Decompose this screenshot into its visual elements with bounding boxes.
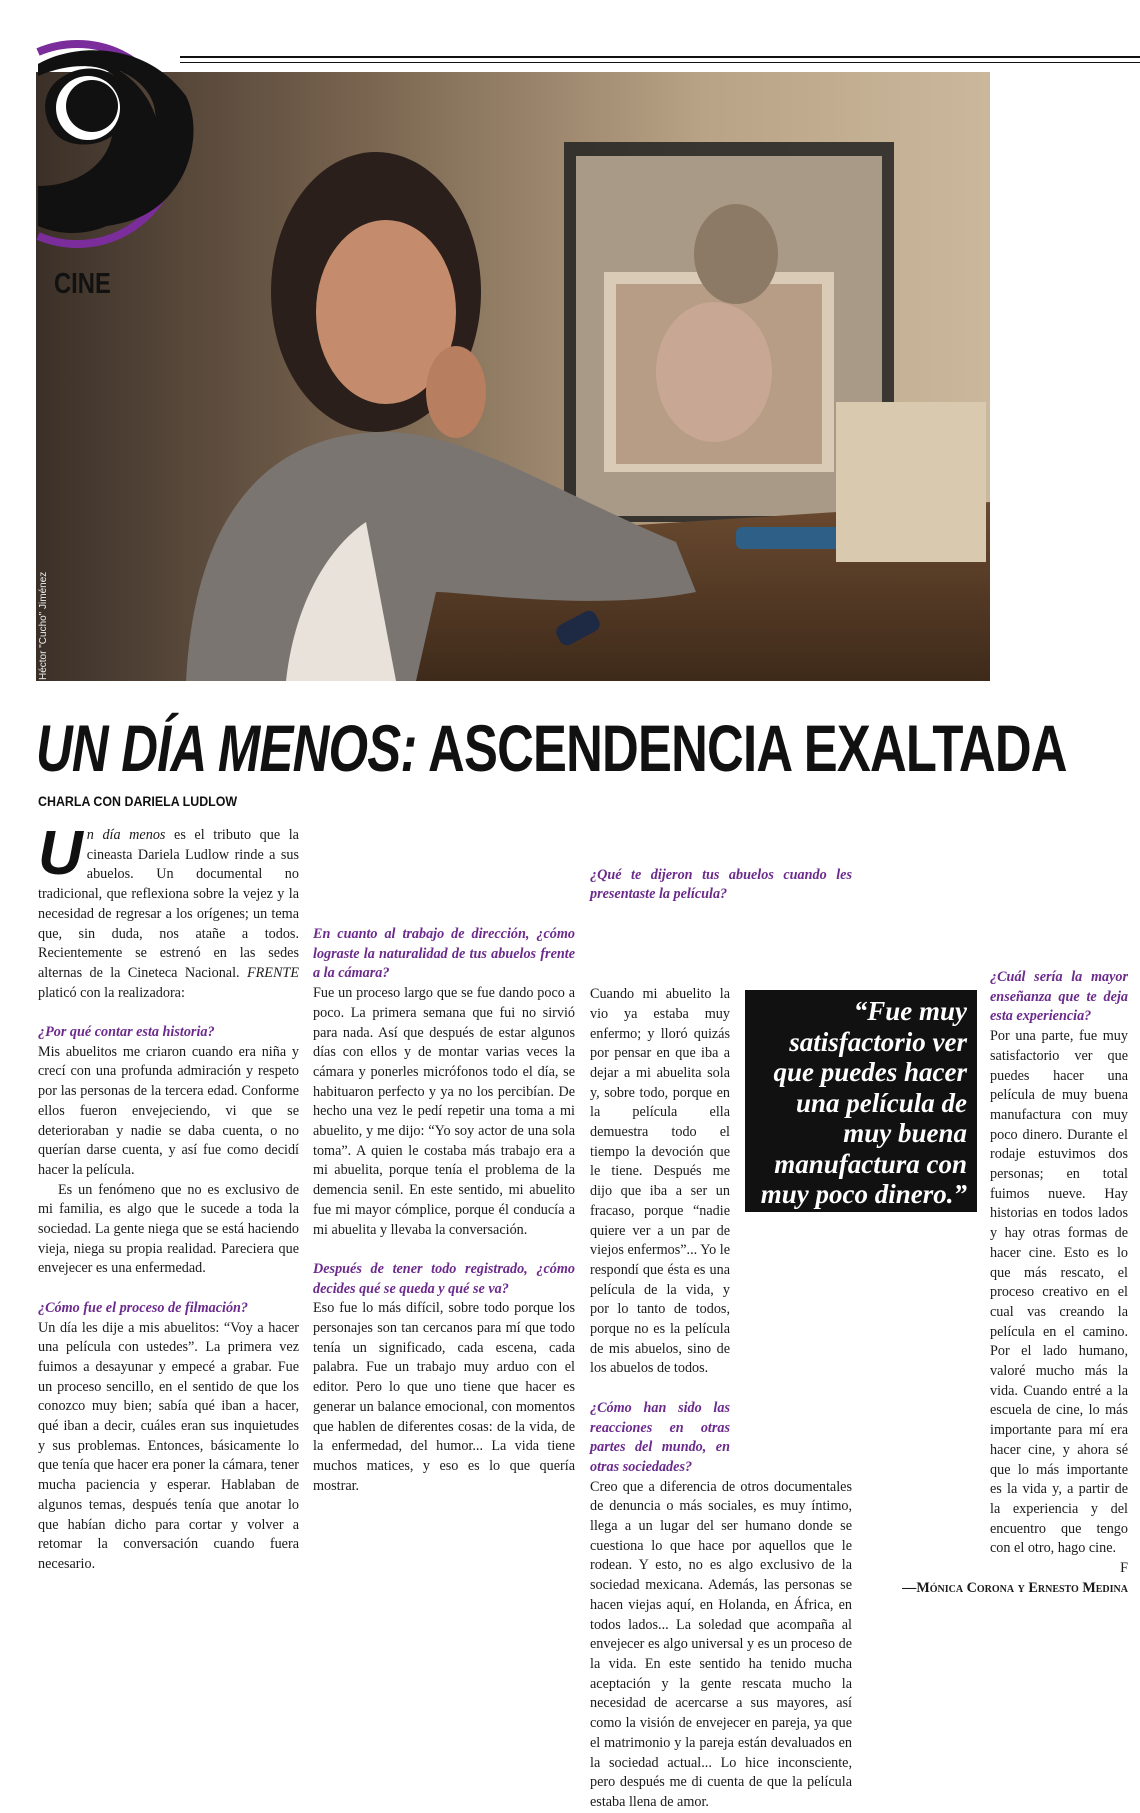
question-7: ¿Cuál sería la mayor enseñanza que te deja esta experiencia?	[990, 969, 1128, 1025]
intro-frente: FRENTE	[246, 964, 299, 981]
answer-2: Un día les dije a mis abuelitos: “Voy a hacer una película con ustedes”. La primera vez fuimos a desayunar y empecé a grabar. Fue un proceso sencillo, en el sentido de que los conozco muy bien; sabía qué iban a hacer, qué iban a decir, cuáles eran sus inquietudes y sus problemas. Entonces, básicamente lo que tenía que hacer era poner la cámara, tener mucha paciencia y esperar. Hablaban de algunos temas, después tenía que anotar lo que habían dicho para cortar y volver a retomar la conversación cuando fuera necesario.	[38, 1319, 299, 1572]
question-6: ¿Cómo han sido las reacciones en otras partes del mundo, en otras sociedades?	[590, 1399, 730, 1475]
question-1: ¿Por qué contar esta historia?	[38, 1024, 215, 1041]
section-label: CINE	[54, 268, 111, 300]
question-3: En cuanto al trabajo de dirección, ¿cómo lograste la naturalidad de tus abuelos frente a la cámara?	[313, 926, 575, 982]
answer-2-continued-space	[313, 826, 575, 925]
answer-3: Fue un proceso largo que se fue dando poco a poco. La primera semana que fui no sirvió para nada. Así que después de estar algunos días con ellos y de montar varias veces la cámara y ponerles micrófonos todo el día, se habituaron perfecto y ya no los percibían. De hecho una vez le pedí repetir una toma a mi abuelito, y me dijo: “Yo soy actor de una sola toma”. A quien le costaba más trabajo era a mi abuelita, porque tenía el problema de la demencia senil. En este sentido, mi abuelito fue mi mayor cómplice, porque él conducía a mi abuelita y llevaba la conversación.	[313, 985, 575, 1238]
end-mark: F	[1120, 1560, 1128, 1577]
pull-quote: “Fue muy satisfactorio ver que puedes hacer una película de muy buena manufactura con muy poco dinero.”	[745, 990, 977, 1212]
column-3	[590, 826, 852, 1813]
answer-7: Por una parte, fue muy satisfactorio ver que puedes hacer una película de muy buena manufactura con muy poco dinero. Durante el rodaje estuvimos dos personas; en total fuimos nueve. Hay historias en todos lados y hay otras formas de hacer cine. Esto es lo que más rescato, el proceso creativo en el cual vas creando la película en el camino. Por el lado humano, valoré mucho más la vida. Cuando entré a la escuela de cine, lo más importante para mí era hacer cine, y ahora sé que lo más importante es la vida y, a partir de la experiencia y del encuentro que tengo con el otro, hago cine.	[990, 1028, 1128, 1557]
answer-5: Cuando mi abuelito la vio ya estaba muy enfermo; y lloró quizás por pensar en que iba a dejar a mi abuelita sola y, sobre todo, porque en la película ella demuestra todo el tiempo la devoción que le tiene. Después me dijo que iba a ser un fracaso, porque “nadie quiere ver a un par de viejos enfermos”... Yo le respondí que ésta es una película de la vida, y por lo tanto de todos, porque no es la película de mis abuelos, sino de los abuelos de todos.	[590, 986, 730, 1377]
signature: —Mónica Corona y Ernesto Medina	[902, 1579, 1128, 1596]
headline	[36, 708, 1067, 788]
answer-1-paragraph-1: Mis abuelitos me criaron cuando era niña y crecí con una profunda admiración y respeto por las personas de la tercera edad. Conforme ellos fueron envejeciendo, vi que se deterioraban y nadie se daba cuenta, o no querían darse cuenta, y así fue como decidí hacer la película.	[38, 1043, 299, 1178]
answer-4: Eso fue lo más difícil, sobre todo porque los personajes son tan cercanos para mí que todo tenía un significado, cada escena, cada palabra. Fue un trabajo muy arduo con el editor. Pero lo que uno tiene que hacer es generar un balance emocional, con momentos que hablen de diferentes cosas: de la vida, de la enfermedad, del humor... La vida tiene muchos matices, y eso es lo que quería mostrar.	[313, 1300, 575, 1494]
column-2	[313, 826, 575, 1496]
answer-1-paragraph-2: Es un fenómeno que no es exclusivo de mi familia, es algo que le sucede a toda la sociedad. La gente niega que se está haciendo vieja, niega su propia realidad. Pareciera que envejecer es una enfermedad.	[38, 1181, 299, 1277]
drop-cap: U	[38, 819, 83, 888]
intro-end: platicó con la realizadora:	[38, 984, 185, 1001]
magazine-logo-icon	[36, 36, 216, 252]
answer-6: Creo que a diferencia de otros documentales de denuncia o más sociales, es muy íntimo, llega a un lugar del ser humano donde se cuestiona lo que hace por aquellos que le rodean. Y esto, no es algo exclusivo de la sociedad mexicana. Además, las personas se hacen viejas aquí, en Holanda, en África, en todos lados... La soledad que acompaña al envejecer es algo universal y es un proceso de la vida. En este sentido ha tenido mucha aceptación y la gente rescata mucho la necesidad de acercarse a sus mayores, así como la visión de envejecer en pareja, ya que el matrimonio y la pareja están devaluados en la sociedad actual... Lo hice inconsciente, pero después me di cuenta de que la película estaba llena de amor.	[590, 1478, 852, 1810]
column-1	[38, 819, 299, 1619]
top-rule-thin	[180, 62, 1140, 63]
subheadline: CHARLA CON DARIELA LUDLOW	[38, 794, 238, 809]
headline-italic: UN DÍA MENOS:	[36, 711, 417, 785]
question-4: Después de tener todo registrado, ¿cómo decides qué se queda y qué se va?	[313, 1260, 575, 1297]
intro-title: n día menos	[86, 827, 166, 843]
column-4	[866, 826, 1128, 1599]
top-rule	[180, 56, 1140, 58]
photo-credit: Héctor "Cucho" Jiménez	[38, 571, 49, 680]
question-2: ¿Cómo fue el proceso de filmación?	[38, 1299, 249, 1316]
question-5: ¿Qué te dijeron tus abuelos cuando les presentaste la película?	[590, 866, 852, 903]
headline-regular: ASCENDENCIA EXALTADA	[428, 711, 1067, 785]
intro-text: es el tributo que la cineasta Dariela Ludlow rinde a sus abuelos. Un documental no tradicional, que reflexiona sobre la vejez y la necesidad de regresar a los orígenes; un tema que, sin duda, nos atañe a todos. Recientemente se estrenó en las sedes alternas de la Cineteca Nacional.	[38, 827, 299, 981]
